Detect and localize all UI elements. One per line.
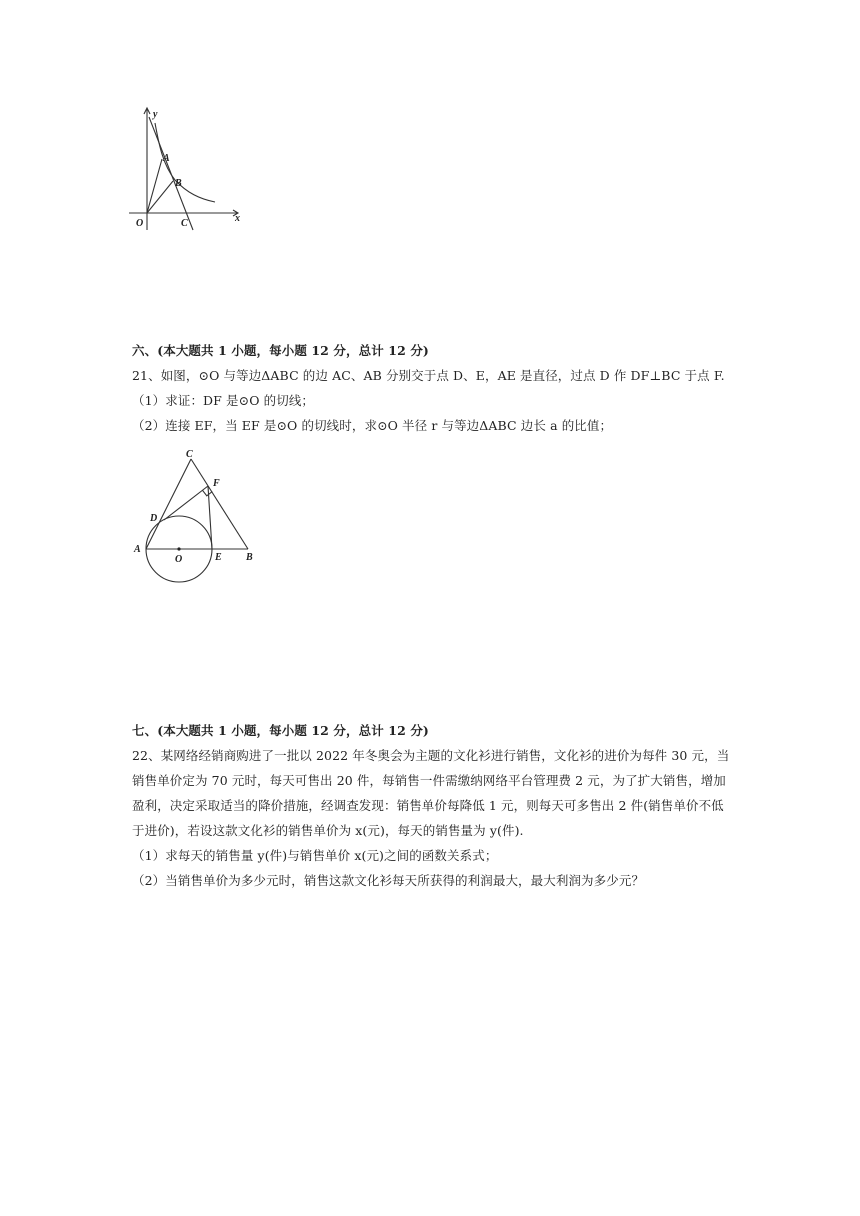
label-o: O [136,218,144,229]
question-21-part-1: （1）求证：DF 是⊙O 的切线； [132,393,315,408]
question-22-line-2: 销售单价定为 70 元时，每天可售出 20 件，每销售一件需缴纳网络平台管理费 2 元，为了扩大销售，增加 [132,773,726,788]
center-o-dot [177,547,180,550]
label-o2: O [175,554,183,565]
question-22-line-4: 于进价)，若设这款文化衫的销售单价为 x(元)，每天的销售量为 y(件). [132,823,524,838]
segment-ef [208,486,212,549]
label-a: A [163,153,170,164]
label-c2: C [186,449,193,460]
question-21-part-2: （2）连接 EF，当 EF 是⊙O 的切线时，求⊙O 半径 r 与等边ΔABC 边长 a 的比值； [132,418,613,433]
question-22-part-2: （2）当销售单价为多少元时，销售这款文化衫每天所获得的利润最大，最大利润为多少元？ [132,873,645,888]
figure-circle-triangle [128,445,260,588]
section-7-heading: 七、(本大题共 1 小题，每小题 12 分，总计 12 分) [132,723,429,738]
label-x: x [235,213,240,224]
question-22-line-1: 22、某网络经销商购进了一批以 2022 年冬奥会为主题的文化衫进行销售，文化衫的进价为每件 30 元，当 [132,748,730,763]
label-b2: B [246,552,253,563]
label-f: F [213,478,220,489]
label-c: C [181,218,188,229]
label-b: B [175,178,182,189]
side-cb [191,459,248,549]
label-e: E [215,552,222,563]
figure-coordinate-graph [125,105,245,235]
question-21-stem: 21、如图，⊙O 与等边ΔABC 的边 AC、AB 分别交于点 D、E，AE 是直径，过点 D 作 DF⊥BC 于点 F. [132,368,725,383]
question-22-line-3: 盈利，决定采取适当的降价措施，经调查发现：销售单价每降低 1 元，则每天可多售出 2 件(销售单价不低 [132,798,724,813]
segment-oa [147,159,162,213]
label-a2: A [134,544,141,555]
circle-triangle-svg [128,445,260,588]
label-y: y [153,109,158,120]
section-6-heading: 六、(本大题共 1 小题，每小题 12 分，总计 12 分) [132,343,429,358]
segment-df [164,486,208,520]
label-d: D [150,513,158,524]
coordinate-graph-svg [125,105,245,235]
question-22-part-1: （1）求每天的销售量 y(件)与销售单价 x(元)之间的函数关系式； [132,848,498,863]
